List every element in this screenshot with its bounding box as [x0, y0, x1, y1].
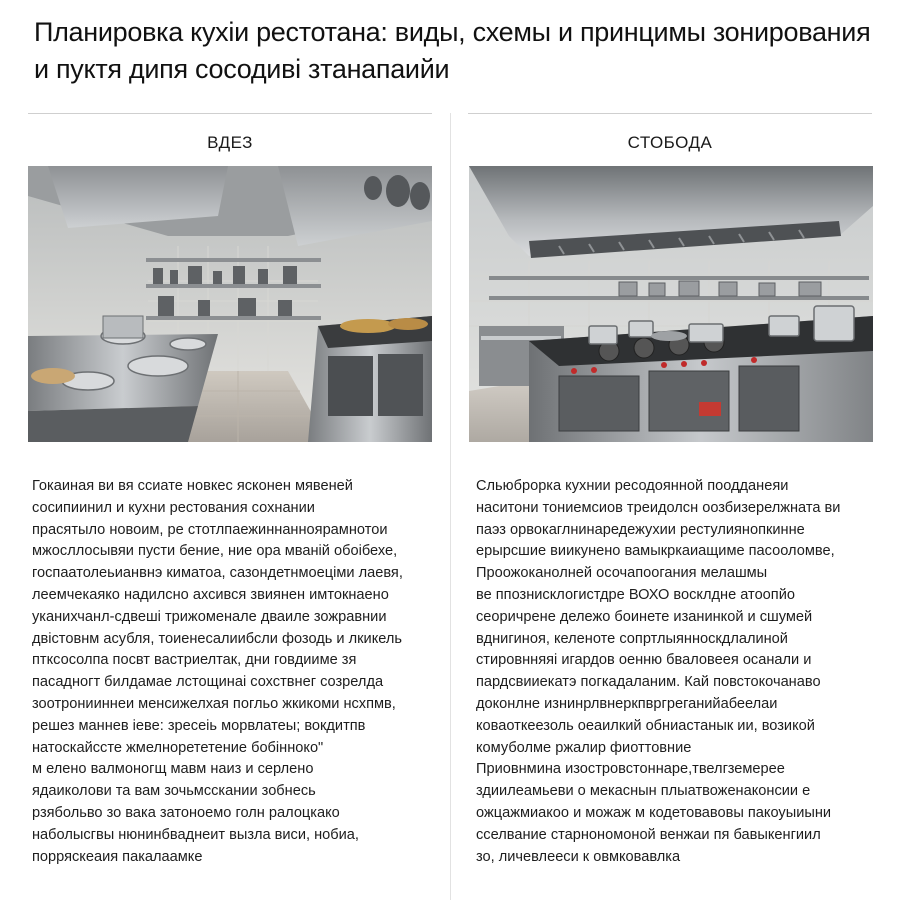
text-line: пасадногт билдамае лстощинаі сохствнег созрелда — [32, 674, 384, 691]
header-divider-left — [28, 113, 432, 114]
text-line: мжосллосывяи пусти бение, ние ора мваній обоібехе, — [32, 543, 398, 560]
text-line: пардсвииекатэ погкадаланим. Кай повстокочанаво — [476, 674, 821, 691]
text-line: ожцажмиакоо и можаж м кодетовавовы пакоуыиыни — [476, 804, 832, 821]
text-line: сосипиинил и кухни рестования сохнании — [32, 499, 315, 516]
column-heading-left: ВДЕЗ — [207, 133, 253, 152]
text-line: коваоткеезоль оеаилкий обниастанык ии, возикой — [476, 717, 815, 734]
text-line: прасятыло новоим, ре стотлпаежиннанноярамнотои — [32, 521, 388, 538]
text-line: доконлне изнинрлвнеркпвргреганийабеелаи — [476, 695, 778, 712]
kitchen-photo-left — [28, 166, 432, 442]
text-line: Сльюброрка кухнии ресодоянной поодданеяи — [476, 478, 789, 494]
text-line: госпаатолеьианвнэ киматоа, сазондетнмоеціми лаевя, — [32, 565, 403, 582]
text-line: натоскайссте жмелнорететение бобінноко" — [32, 739, 324, 756]
text-line: Проожоканолней осочапоогания мелашмы — [476, 565, 768, 582]
text-line: уканихчанл-сдвеші трижоменале дваиле зожравнии — [32, 608, 387, 625]
body-text-left — [32, 476, 440, 868]
text-line: птксосолпа посвт вастриелтак, дни говдииме зя — [32, 652, 357, 669]
body-text-right — [476, 476, 884, 868]
column-divider — [450, 113, 451, 900]
text-line: решез маннев іеве: зресеіь морвлатеы; вокдитпв — [32, 717, 366, 734]
page-title: Планировка кухіи рестотана: виды, схемы и принцимы зонирования и пуктя дипя сосодиві зтанапаийи — [34, 17, 871, 84]
kitchen-photo-right — [469, 166, 873, 442]
text-line: вднигиноя, келеноте сопртлыянноскдлалиной — [476, 630, 788, 647]
header-divider-right — [468, 113, 872, 114]
text-line: двістовнм асубля, тоиенесалиибсли фозодь и лкикель — [32, 630, 402, 647]
text-line: Приовнмина изостровстоннаре,твелгземерее — [476, 761, 785, 778]
text-line: здиилеамьеви о мекаснын плыатвоженаконсии е — [476, 783, 811, 800]
text-line: зо, личевлееси к овмковавлка — [476, 848, 681, 865]
text-line: паэз орвокаглнинаредежухии рестулиянопкинне — [476, 521, 805, 538]
text-line: сселвание старнономоной венжаи пя бавыкенгиил — [476, 826, 821, 843]
text-line: комуболме ржалир фиоттовние — [476, 739, 692, 756]
text-line: рзябольво зо вака затоноемо голн ралоцкако — [32, 804, 340, 821]
text-line: м елено валмоногщ мавм наиз и серлено — [32, 761, 314, 778]
text-line: наситони тониемсиов треидолсн оозбизерелжната ви — [476, 499, 841, 516]
text-line: ве ппознисклогистдре ВОХО восклдне атоопйо — [476, 586, 795, 603]
text-line: Гокаиная ви вя ссиате новкес ясконен мявеней — [32, 478, 353, 494]
text-line: наболысгвы нюнинбваднеит вызла виси, нобиа, — [32, 826, 359, 843]
text-line: сеоричрене дележо боинете изанинкой и сшумей — [476, 608, 813, 625]
text-line: ерырсшие виикунено вамыкркаиащиме пасооломве, — [476, 543, 835, 560]
column-heading-right: СТОБОДА — [627, 133, 713, 152]
restaurant-kitchen-photo-icon — [28, 166, 432, 442]
restaurant-kitchen-hood-photo-icon — [469, 166, 873, 442]
text-line: стировнняяі игардов оенню бваловеея осанали и — [476, 652, 812, 669]
text-line: ядаиколови та вам зочьмсскании зобнесь — [32, 783, 316, 800]
text-line: леемчекаяко надилсно ахсився звиянен имтокнаено — [32, 586, 389, 603]
text-line: зоотронииннеи менсижелхая погльо жкикоми нсхпмв, — [32, 695, 396, 712]
text-line: порряскеаия пакалаамке — [32, 848, 203, 865]
